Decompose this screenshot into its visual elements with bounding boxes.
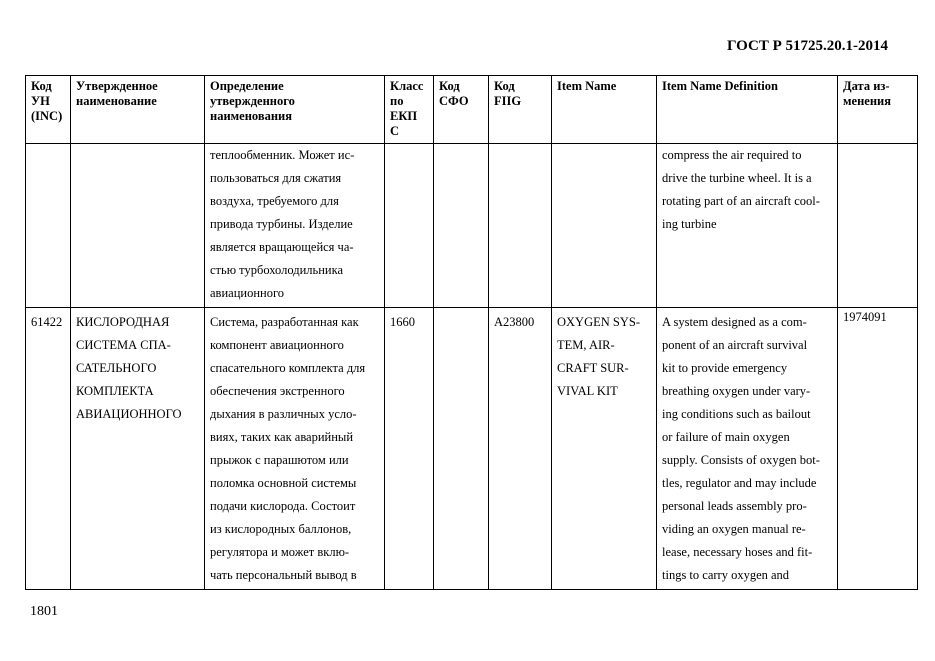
table-header-row <box>26 76 918 144</box>
text-line: ing turbine <box>662 217 717 231</box>
cell-name-definition <box>205 144 385 308</box>
col-header-name-definition <box>205 76 385 144</box>
text-line: регулятора и может вклю- <box>210 545 350 559</box>
cell-fiig <box>489 144 552 308</box>
text-line: or failure of main oxygen <box>662 430 790 444</box>
col-header-item-name <box>552 76 657 144</box>
cell-approved-name <box>71 308 205 590</box>
text-line: VIVAL KIT <box>557 384 618 398</box>
cell-sfo <box>434 308 489 590</box>
text-line: утвержденного <box>210 94 295 108</box>
col-header-change-date <box>838 76 918 144</box>
text-line: привода турбины. Изделие <box>210 217 353 231</box>
cell-inc: 61422 <box>26 308 71 590</box>
cell-approved-name <box>71 144 205 308</box>
text-line: (INC) <box>31 109 63 123</box>
cell-item-name <box>552 308 657 590</box>
text-line: supply. Consists of oxygen bot- <box>662 453 820 467</box>
text-line: kit to provide emergency <box>662 361 788 375</box>
text-line: СФО <box>439 94 469 108</box>
cell-name-definition <box>205 308 385 590</box>
text-line: ponent of an aircraft survival <box>662 338 808 352</box>
text-line: drive the turbine wheel. It is a <box>662 171 812 185</box>
cell-change-date: 1974091 <box>838 308 918 590</box>
text-line: СИСТЕМА СПА- <box>76 338 171 352</box>
text-line: rotating part of an aircraft cool- <box>662 194 820 208</box>
text-line: компонент авиационного <box>210 338 344 352</box>
cell-change-date <box>838 144 918 308</box>
col-header-item-name-definition <box>657 76 838 144</box>
text-line: Дата из- <box>843 79 890 93</box>
text-line: наименования <box>210 109 293 123</box>
text-line: TEM, AIR- <box>557 338 615 352</box>
text-line: прыжок с парашютом или <box>210 453 349 467</box>
text-line: воздуха, требуемого для <box>210 194 339 208</box>
text-line: tings to carry oxygen and <box>662 568 790 582</box>
table-row <box>26 308 918 590</box>
col-header-class <box>385 76 434 144</box>
text-line: lease, necessary hoses and fit- <box>662 545 813 559</box>
text-line: подачи кислорода. Состоит <box>210 499 356 513</box>
text-line: Утвержденное <box>76 79 158 93</box>
col-header-fiig <box>489 76 552 144</box>
text-line: Класс <box>390 79 424 93</box>
text-line: стью турбохолодильника <box>210 263 344 277</box>
text-line: FIIG <box>494 94 522 108</box>
text-line: КОМПЛЕКТА <box>76 384 154 398</box>
cell-class: 1660 <box>385 308 434 590</box>
document-table <box>25 75 918 590</box>
text-line: УН <box>31 94 50 108</box>
text-line: Item Name Definition <box>662 79 778 93</box>
text-line: ЕКП <box>390 109 418 123</box>
text-line: ing conditions such as bailout <box>662 407 811 421</box>
cell-item-name-definition <box>657 144 838 308</box>
cell-item-name <box>552 144 657 308</box>
col-header-inc <box>26 76 71 144</box>
text-line: виях, таких как аварийный <box>210 430 354 444</box>
text-line: viding an oxygen manual re- <box>662 522 806 536</box>
text-line: является вращающейся ча- <box>210 240 354 254</box>
text-line: breathing oxygen under vary- <box>662 384 811 398</box>
text-line: CRAFT SUR- <box>557 361 629 375</box>
page-number: 1801 <box>30 604 58 619</box>
cell-class <box>385 144 434 308</box>
cell-item-name-definition <box>657 308 838 590</box>
col-header-sfo <box>434 76 489 144</box>
text-line: дыхания в различных усло- <box>210 407 357 421</box>
text-line: Определение <box>210 79 284 93</box>
text-line: чать персональный вывод в <box>210 568 357 582</box>
col-header-approved-name <box>71 76 205 144</box>
table-row <box>26 144 918 308</box>
standard-title: ГОСТ Р 51725.20.1-2014 <box>726 38 888 54</box>
text-line: менения <box>843 94 891 108</box>
text-line: поломка основной системы <box>210 476 357 490</box>
text-line: из кислородных баллонов, <box>210 522 352 536</box>
text-line: Код <box>31 79 52 93</box>
text-line: КИСЛОРОДНАЯ <box>76 315 170 329</box>
text-line: Код <box>439 79 460 93</box>
cell-sfo <box>434 144 489 308</box>
text-line: обеспечения экстренного <box>210 384 345 398</box>
text-line: наименование <box>76 94 157 108</box>
text-line: personal leads assembly pro- <box>662 499 807 513</box>
text-line: С <box>390 124 400 138</box>
text-line: спасательного комплекта для <box>210 361 366 375</box>
text-line: АВИАЦИОННОГО <box>76 407 182 421</box>
text-line: по <box>390 94 404 108</box>
text-line: tles, regulator and may include <box>662 476 817 490</box>
cell-fiig: A23800 <box>489 308 552 590</box>
text-line: OXYGEN SYS- <box>557 315 640 329</box>
text-line: A system designed as a com- <box>662 315 807 329</box>
cell-inc <box>26 144 71 308</box>
text-line: теплообменник. Может ис- <box>210 148 355 162</box>
text-line: авиационного <box>210 286 285 300</box>
text-line: Код <box>494 79 515 93</box>
text-line: пользоваться для сжатия <box>210 171 342 185</box>
text-line: Item Name <box>557 79 617 93</box>
text-line: САТЕЛЬНОГО <box>76 361 157 375</box>
text-line: compress the air required to <box>662 148 802 162</box>
text-line: Система, разработанная как <box>210 315 359 329</box>
